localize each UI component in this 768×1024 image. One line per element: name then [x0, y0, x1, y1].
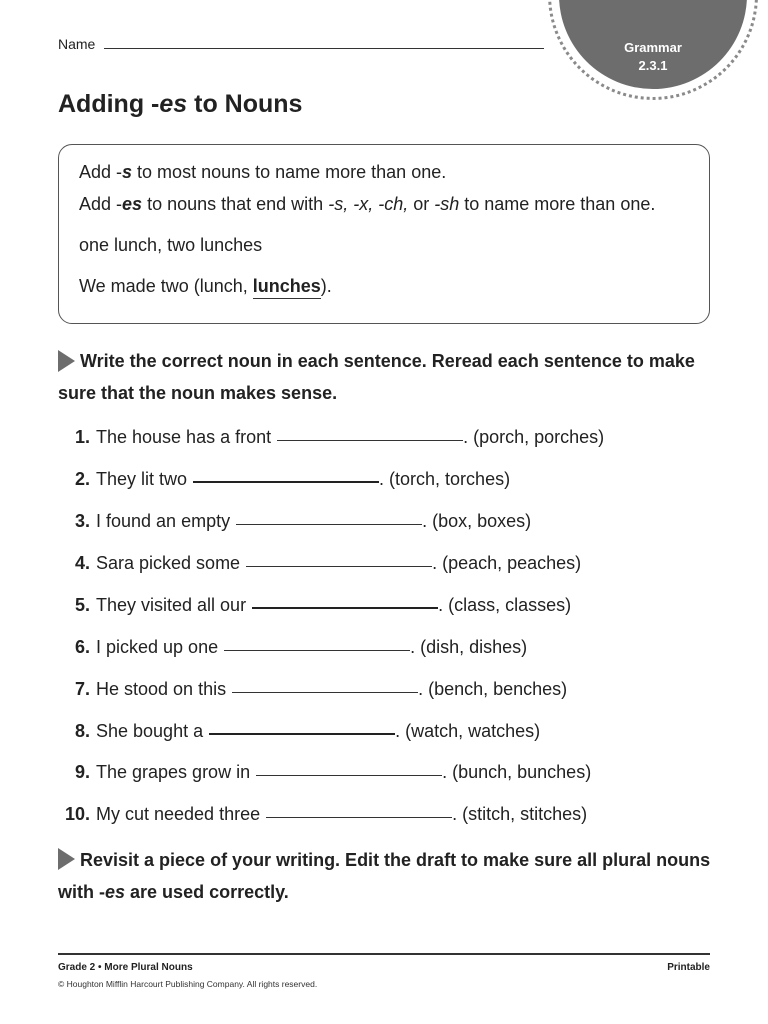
answer-blank[interactable]	[277, 439, 463, 441]
title-suffix: to Nouns	[187, 90, 303, 118]
rule-line-2: Add -es to nouns that end with -s, -x, -ch, or -sh to name more than one.	[79, 194, 656, 214]
answer-blank[interactable]	[256, 774, 442, 776]
badge-subject: Grammar	[624, 40, 682, 55]
list-item: 7. He stood on this . (bench, benches)	[74, 679, 568, 699]
footer-printable: Printable	[667, 962, 710, 973]
footer-title: Grade 2 • More Plural Nouns	[58, 962, 193, 973]
list-item: 4. Sara picked some . (peach, peaches)	[74, 553, 582, 573]
list-item: 6. I picked up one . (dish, dishes)	[74, 637, 528, 657]
example-sentence: We made two (lunch, lunches).	[79, 276, 332, 299]
rule-line-1: Add -s to most nouns to name more than one.	[79, 162, 447, 182]
example-answer: lunches	[253, 276, 321, 299]
badge-circle	[559, 0, 747, 89]
answer-blank[interactable]	[232, 691, 418, 693]
instruction-1: Write the correct noun in each sentence. Reread each sentence to make sure that the noun makes sense.	[58, 351, 695, 403]
title-prefix: Adding -	[58, 90, 160, 118]
answer-blank[interactable]	[252, 606, 438, 609]
answer-blank[interactable]	[224, 649, 410, 651]
list-item: 2. They lit two . (torch, torches)	[74, 469, 511, 489]
badge-text	[559, 39, 747, 75]
answer-blank[interactable]	[266, 816, 452, 818]
name-field[interactable]	[104, 48, 544, 49]
lesson-badge	[548, 0, 758, 100]
example-line: one lunch, two lunches	[79, 235, 263, 255]
list-item: 8. She bought a . (watch, watches)	[74, 721, 541, 741]
page-title	[58, 90, 302, 119]
list-item: 3. I found an empty . (box, boxes)	[74, 511, 532, 531]
footer-divider	[58, 953, 710, 955]
title-italic: es	[159, 90, 188, 118]
list-item: 9. The grapes grow in . (bunch, bunches)	[74, 762, 592, 782]
badge-number: 2.3.1	[638, 58, 668, 73]
name-label: Name	[58, 36, 96, 52]
answer-blank[interactable]	[236, 523, 422, 525]
list-item: 1. The house has a front . (porch, porches)	[74, 427, 605, 447]
answer-blank[interactable]	[193, 480, 379, 483]
instruction-2: Revisit a piece of your writing. Edit the draft to make sure all plural nouns with -es are used correctly.	[58, 850, 711, 902]
answer-blank[interactable]	[246, 565, 432, 567]
list-item: 5. They visited all our . (class, classes)	[74, 595, 572, 615]
answer-blank[interactable]	[209, 732, 395, 735]
list-item: 10. My cut needed three . (stitch, stitches)	[64, 804, 588, 824]
copyright: © Houghton Mifflin Harcourt Publishing Company. All rights reserved.	[58, 979, 318, 989]
